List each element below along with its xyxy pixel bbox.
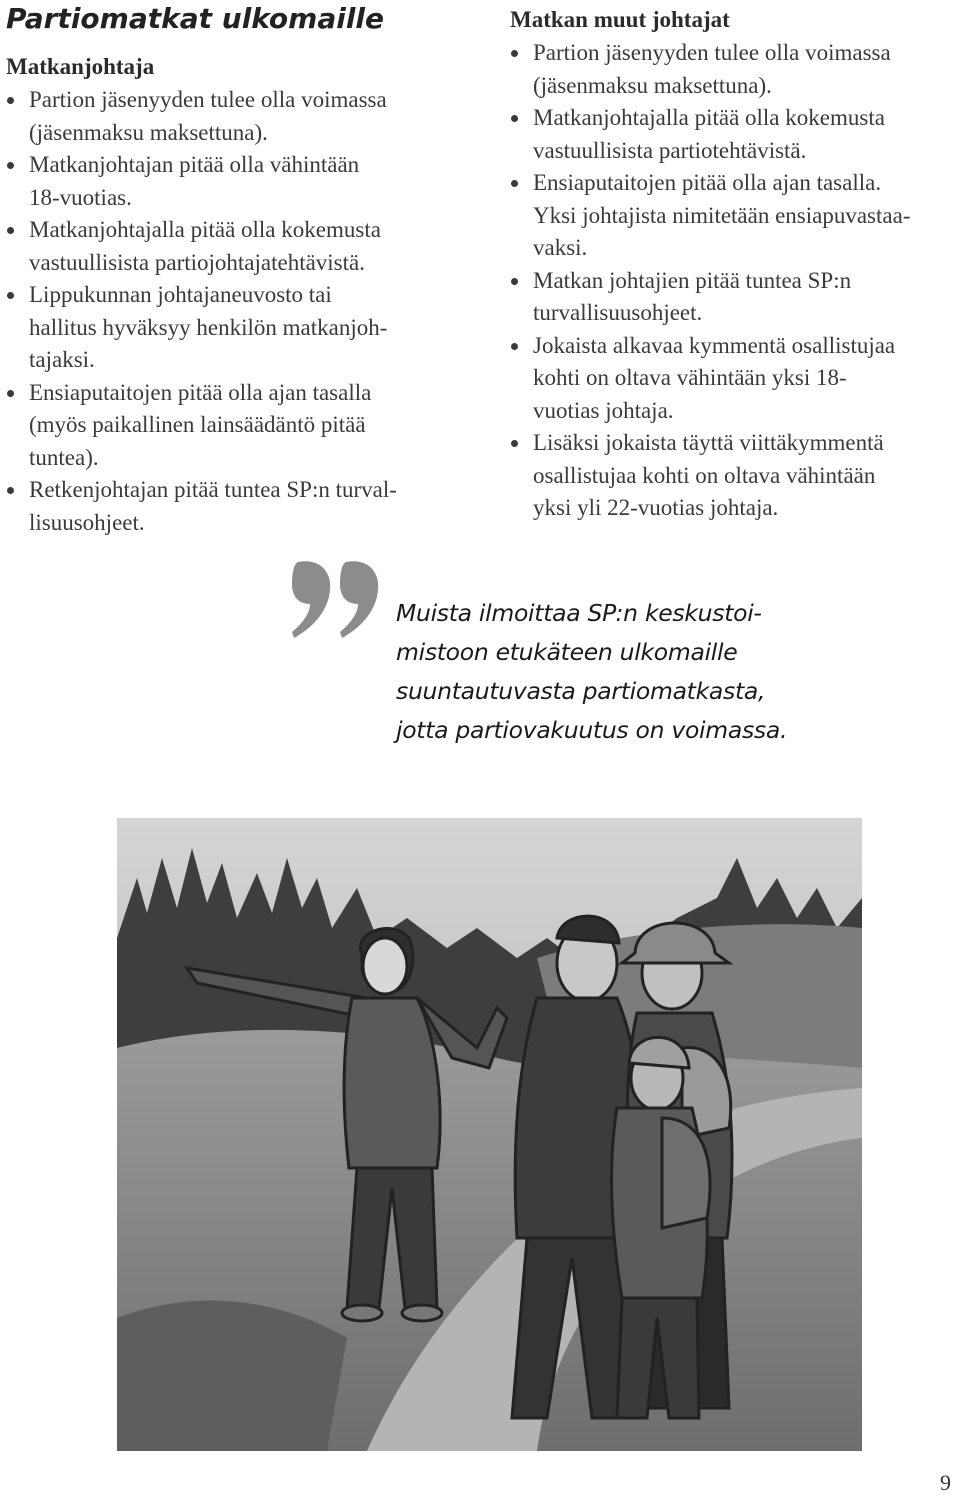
list-item: Matkanjohtajan pitää olla vähintään 18-vuotias. — [6, 149, 476, 214]
leader-requirements-list — [6, 84, 476, 539]
list-item: Retkenjohtajan pitää tuntea SP:n turval- lisuusohjeet. — [6, 474, 476, 539]
list-item: Partion jäsenyyden tulee olla voimassa (jäsenmaksu maksettuna). — [6, 84, 476, 149]
list-item: Partion jäsenyyden tulee olla voimassa (jäsenmaksu maksettuna). — [510, 37, 958, 102]
quote-mark-icon — [290, 560, 390, 670]
page-title: Partiomatkat ulkomaille — [6, 2, 384, 35]
page-number: 9 — [940, 1470, 951, 1495]
list-item: Matkan johtajien pitää tuntea SP:n turvallisuusohjeet. — [510, 265, 958, 330]
other-leaders-list — [510, 37, 958, 525]
callout-text: Muista ilmoittaa SP:n keskustoi- mistoon etukäteen ulkomaille suuntautuvasta partiomatkasta, jotta partiovakuutus on voimassa. — [396, 599, 788, 744]
list-item: Matkanjohtajalla pitää olla kokemusta vastuullisista partiojohtajatehtävistä. — [6, 214, 476, 279]
list-item: Matkanjohtajalla pitää olla kokemusta vastuullisista partiotehtävistä. — [510, 102, 958, 167]
leader-requirements-section — [6, 52, 476, 539]
hiking-illustration — [117, 818, 862, 1451]
list-item: Ensiaputaitojen pitää olla ajan tasalla. Yksi johtajista nimitetään ensiapuvastaa- vaksi. — [510, 167, 958, 265]
list-item: Lisäksi jokaista täyttä viittäkymmentä osallistujaa kohti on oltava vähintään yksi yli 22-vuotias johtaja. — [510, 427, 958, 525]
list-item: Ensiaputaitojen pitää olla ajan tasalla (myös paikallinen lainsäädäntö pitää tuntea). — [6, 377, 476, 475]
leader-requirements-heading: Matkanjohtaja — [6, 54, 155, 79]
list-item: Lippukunnan johtajaneuvosto tai hallitus hyväksyy henkilön matkanjoh- tajaksi. — [6, 279, 476, 377]
hikers-on-trail-image — [117, 818, 862, 1451]
other-leaders-heading: Matkan muut johtajat — [510, 7, 730, 32]
other-leaders-section — [510, 5, 958, 525]
list-item: Jokaista alkavaa kymmentä osallistujaa kohti on oltava vähintään yksi 18- vuotias johtaja. — [510, 330, 958, 428]
